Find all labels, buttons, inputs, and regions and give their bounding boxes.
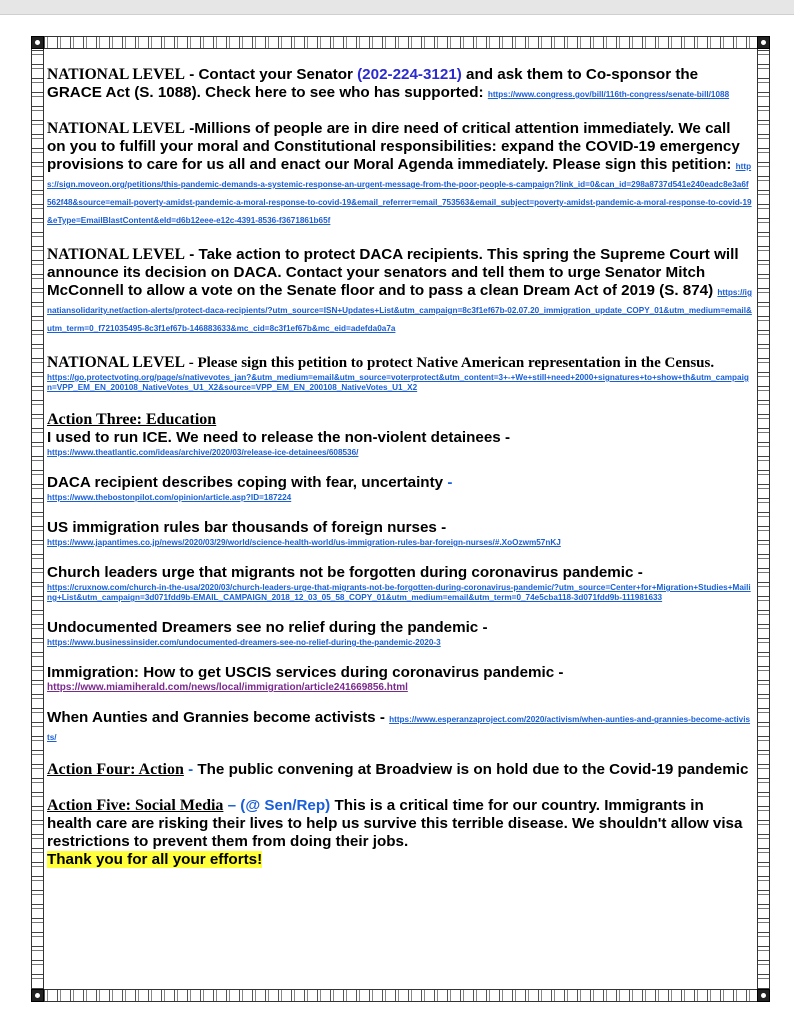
education-item-title: I used to run ICE. We need to release the non-violent detainees -: [47, 429, 511, 446]
daca-action-link[interactable]: https://ignatiansolidarity.net/action-alerts/protect-daca-recipients/?utm_source=ISN+Updates+List&utm_campaign=8c3f1ef67b-02.07.20_immigration_update_COPY_01&utm_medium=email&utm_term=0_f721035495-8c3f1ef67b-146883633&mc_cid=8c3f1ef67b&mc_eid=adefda0a7a: [47, 288, 752, 333]
sen-rep-tag: – (@ Sen/Rep): [223, 797, 331, 814]
viewer-top-bar: [0, 0, 794, 15]
native-votes-petition-link[interactable]: https://go.protectvoting.org/page/s/nativevotes_jan?&utm_medium=email&utm_source=voterprotect&utm_content=3+-+We+still+need+2000+signatures+to+show+th&utm_campaign=VPP_EM_EN_200108_NativeVotes_U1_X2&source=VPP_EM_EN_200108_NativeVotes_U1_X2: [47, 373, 749, 392]
national-level-label: NATIONAL LEVEL: [47, 354, 185, 371]
education-item-link[interactable]: https://www.esperanzaproject.com/2020/activism/when-aunties-and-grannies-become-activists/: [47, 715, 751, 742]
national-item-3: NATIONAL LEVEL - Take action to protect DACA recipients. This spring the Supreme Court will announce its decision on DACA. Contact your senators and tell them to urge Senator Mitch McConnell to allow a vote on the Senate floor and to pass a clean Dream Act of 2019 (S. 874) https://ignatiansolidarity.net/action-alerts/protect-daca-recipients/?utm_source=ISN+Updates+List&utm_campaign=8c3f1ef67b-02.07.20_immigration_update_COPY_01&utm_medium=email&utm_term=0_f721035495-8c3f1ef67b-146883633&mc_cid=8c3f1ef67b&mc_eid=adefda0a7a: [47, 246, 752, 333]
border-corner-icon: [31, 989, 44, 1002]
education-item: [47, 664, 752, 693]
education-item-link[interactable]: https://www.miamiherald.com/news/local/immigration/article241669856.html: [47, 682, 408, 693]
education-item-link[interactable]: https://cruxnow.com/church-in-the-usa/2020/03/church-leaders-urge-that-migrants-not-be-forgotten-during-coronavirus-pandemic/?utm_source=Center+for+Migration+Studies+Mailing+List&utm_campaign=3d071fdd9b-EMAIL_CAMPAIGN_2018_12_03_05_58_COPY_01&utm_medium=email&utm_term=0_74e5cba118-3d071fdd9b-111981633: [47, 583, 751, 602]
thank-you-highlight: Thank you for all your efforts!: [47, 851, 263, 868]
section-heading-action: Action Four: Action: [47, 761, 184, 778]
national-item-4: NATIONAL LEVEL - Please sign this petition to protect Native American representation in the Census. https://go.protectvoting.org/page/s/nativevotes_jan?&utm_medium=email&utm_source=voterprotect&utm_content=3+-+We+still+need+2000+signatures+to+show+th&utm_campaign=VPP_EM_EN_200108_NativeVotes_U1_X2&source=VPP_EM_EN_200108_NativeVotes_U1_X2: [47, 354, 752, 393]
document-body: [47, 66, 752, 887]
education-item-title: DACA recipient describes coping with fear, uncertainty: [47, 474, 444, 491]
education-item-link[interactable]: https://www.thebostonpilot.com/opinion/article.asp?ID=187224: [47, 493, 292, 502]
border-corner-icon: [757, 989, 770, 1002]
border-left: [31, 36, 44, 1002]
education-item-title: Immigration: How to get USCIS services during coronavirus pandemic -: [47, 664, 564, 681]
senate-phone-number: (202-224-3121): [357, 66, 462, 83]
education-item-title: US immigration rules bar thousands of foreign nurses -: [47, 519, 447, 536]
border-corner-icon: [757, 36, 770, 49]
education-item-link[interactable]: https://www.japantimes.co.jp/news/2020/03/29/world/science-health-world/us-immigration-rules-bar-foreign-nurses/#.XoOzwm57nKJ: [47, 538, 561, 547]
education-item-title: When Aunties and Grannies become activists: [47, 709, 376, 726]
border-corner-icon: [31, 36, 44, 49]
education-item-link[interactable]: https://www.businessinsider.com/undocumented-dreamers-see-no-relief-during-the-pandemic-2020-3: [47, 638, 441, 647]
national-level-label: NATIONAL LEVEL: [47, 120, 185, 137]
border-top: [31, 36, 770, 49]
border-right: [757, 36, 770, 1002]
education-item-link[interactable]: https://www.theatlantic.com/ideas/archive/2020/03/release-ice-detainees/608536/: [47, 448, 359, 457]
action-five-section: Action Five: Social Media – (@ Sen/Rep) This is a critical time for our country. Immigrants in health care are risking their lives to help us survive this terrible disease. We shouldn't allow visa restrictions to prevent them from doing their jobs. Thank you for all your efforts!: [47, 797, 743, 868]
border-bottom: [31, 989, 770, 1002]
national-level-label: NATIONAL LEVEL: [47, 66, 185, 83]
section-heading-education: Action Three: Education: [47, 411, 217, 428]
education-item: [47, 564, 752, 603]
national-item-2: NATIONAL LEVEL -Millions of people are in dire need of critical attention immediately. We call on you to fulfill your moral and Constitutional responsibilities: expand the COVID-19 emergency provisions to care for us all and enact our Moral Agenda immediately. Please sign this petition: https://sign.moveon.org/petitions/this-pandemic-demands-a-systemic-response-an-urgent-message-from-the-poor-people-s-campaign?link_id=0&can_id=298a8737d541e240eadc8e3a6f562f48&source=email-poverty-amidst-pandemic-a-moral-response-to-covid-19&email_referrer=email_753563&email_subject=poverty-amidst-pandemic-a-moral-response-to-covid-19&eType=EmailBlastContent&eId=d6b12eee-e12c-4391-8536-f3671861b65f: [47, 120, 752, 225]
education-item: [47, 519, 752, 548]
section-heading-social-media: Action Five: Social Media: [47, 797, 224, 814]
congress-bill-link[interactable]: https://www.congress.gov/bill/116th-congress/senate-bill/1088: [487, 90, 730, 99]
education-item-title: Church leaders urge that migrants not be forgotten during coronavirus pandemic -: [47, 564, 643, 581]
education-item-title: Undocumented Dreamers see no relief during the pandemic -: [47, 619, 488, 636]
education-item: [47, 619, 752, 648]
education-section: [47, 411, 752, 458]
education-item: DACA recipient describes coping with fear, uncertainty - https://www.thebostonpilot.com/opinion/article.asp?ID=187224: [47, 474, 752, 503]
national-level-label: NATIONAL LEVEL: [47, 246, 185, 263]
moveon-petition-link[interactable]: https://sign.moveon.org/petitions/this-pandemic-demands-a-systemic-response-an-urgent-message-from-the-poor-people-s-campaign?link_id=0&can_id=298a8737d541e240eadc8e3a6f562f48&source=email-poverty-amidst-pandemic-a-moral-response-to-covid-19&email_referrer=email_753563&email_subject=poverty-amidst-pandemic-a-moral-response-to-covid-19&eType=EmailBlastContent&eId=d6b12eee-e12c-4391-8536-f3671861b65f: [47, 162, 752, 225]
national-item-1: NATIONAL LEVEL - Contact your Senator (202-224-3121) and ask them to Co-sponsor the GRACE Act (S. 1088). Check here to see who has supported: https://www.congress.gov/bill/116th-congress/senate-bill/1088: [47, 66, 730, 101]
action-four-section: Action Four: Action - The public convening at Broadview is on hold due to the Covid-19 pandemic: [47, 761, 749, 778]
education-item: When Aunties and Grannies become activists - https://www.esperanzaproject.com/2020/activism/when-aunties-and-grannies-become-activists/: [47, 709, 751, 742]
